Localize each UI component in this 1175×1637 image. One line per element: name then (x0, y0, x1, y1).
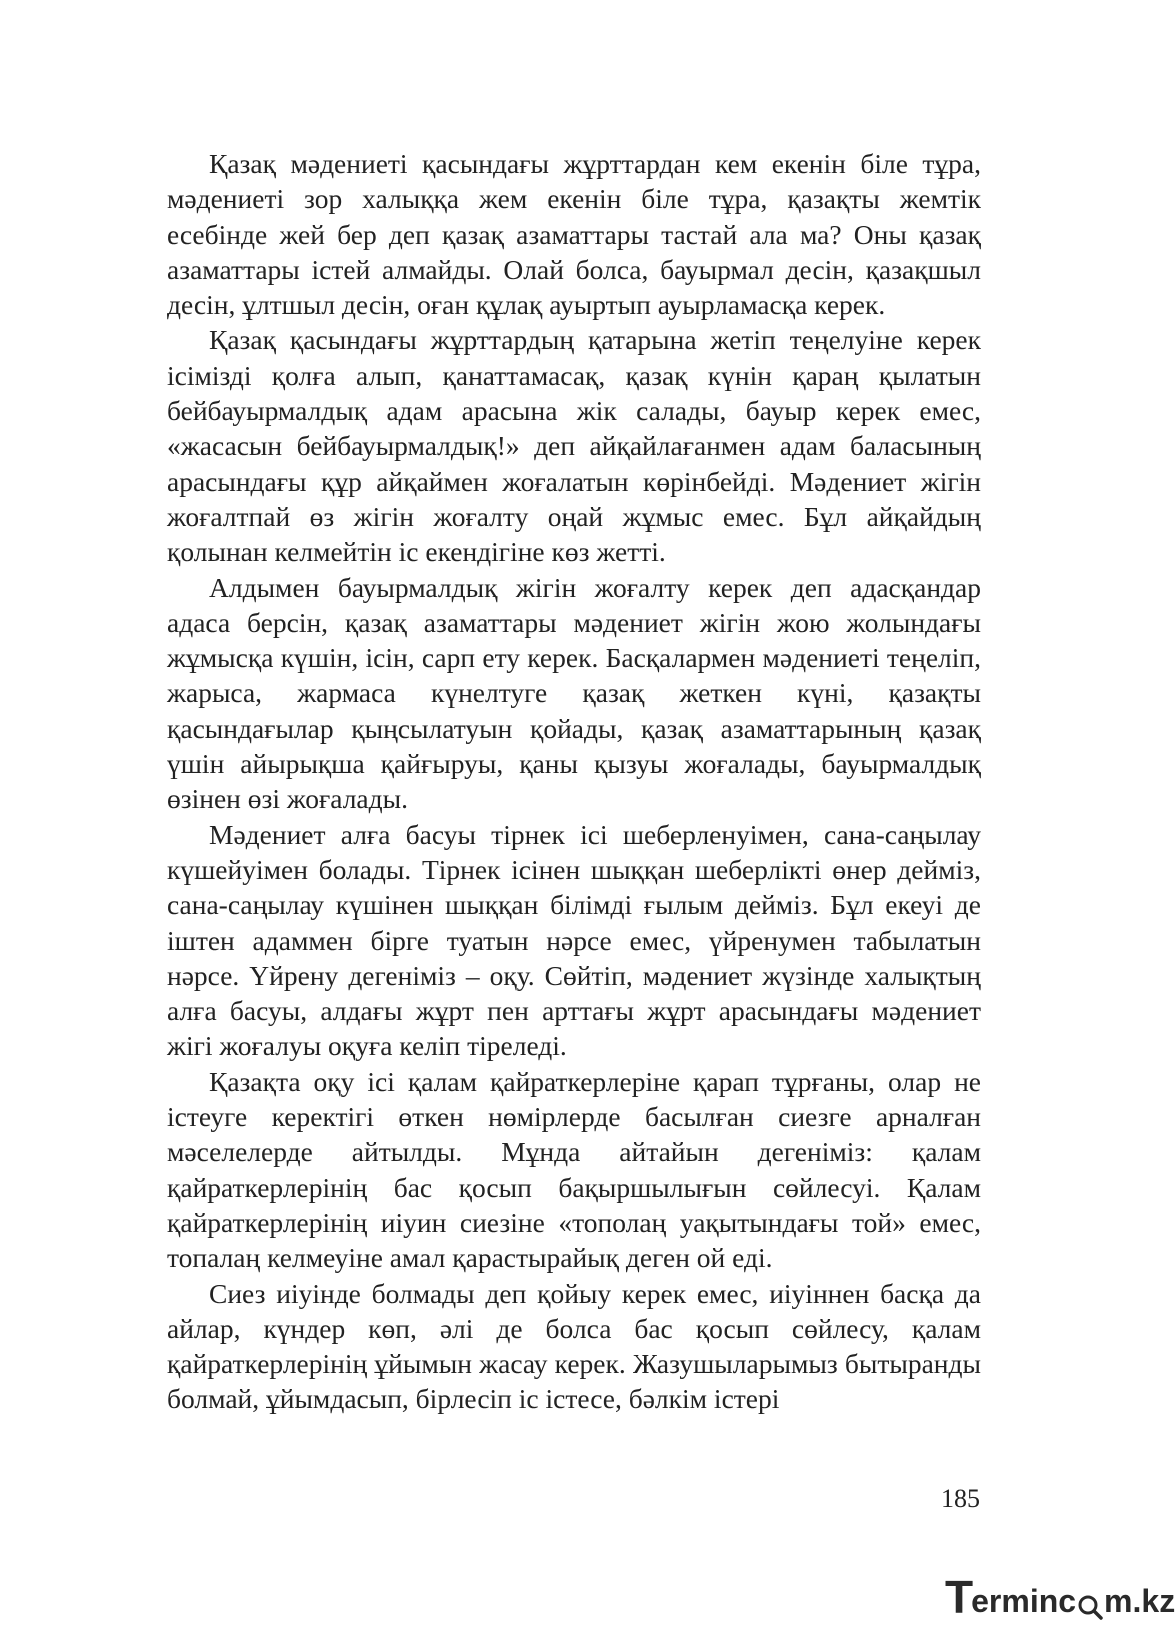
watermark-text-end: m.kz (1104, 1583, 1175, 1619)
paragraph-6: Сиез иіуінде болмады деп қойыу керек емес, иіуіннен басқа да айлар, күндер көп, әлі де болса бас қосып сөйлесу, қалам қайраткерлерінің ұйымын жасау керек. Жазушыларымыз бытыранды болмай, ұйымдасып, бірлесіп іс істесе, бәлкім істері (167, 1277, 981, 1415)
page-number: 185 (941, 1484, 980, 1513)
paragraph-3: Алдымен бауырмалдық жігін жоғалту керек деп адасқандар адаса берсін, қазақ азаматтары мәдениет жігін жою жолындағы жұмысқа күшін, ісін, сарп ету керек. Басқалармен мәдениеті теңеліп, жарыса, жармаса күнелтуге қазақ жеткен күні, қазақты қасындағылар қыңсылатуын қойады, қазақ азаматтарының қазақ үшін айырықша қайғыруы, қаны қызуы жоғалады, бауырмалдық өзінен өзі жоғалады. (167, 571, 981, 815)
paragraph-5: Қазақта оқу ісі қалам қайраткерлеріне қарап тұрғаны, олар не істеуге керектігі өткен нөмірлерде басылған сиезге арналған мәселелерде айтылды. Мұнда айтайын дегеніміз: қалам қайраткерлерінің бас қосып бақыршылығын сөйлесуі. Қалам қайраткерлерінің иіуин сиезіне «тополаң уақытындағы той» емес, топалаң келмеуіне амал қарастырайық деген ой еді. (167, 1065, 981, 1274)
body-text (167, 146, 981, 1417)
paragraph-1: Қазақ мәдениеті қасындағы жұрттардан кем екенін біле тұра, мәдениеті зор халыққа жем екенін біле тұра, қазақты жемтік есебінде жей бер деп қазақ азаматтары тастай ала ма? Оны қазақ азаматтары істей алмайды. Олай болса, бауырмал десін, қазақшыл десін, ұлтшыл десін, оған құлақ ауыртып ауырламасқа керек. (167, 148, 981, 321)
watermark-initial: T (945, 1571, 974, 1623)
watermark-text-start: erminc (971, 1583, 1077, 1619)
paragraph-2: Қазақ қасындағы жұрттардың қатарына жетіп теңелуіне керек ісімізді қолға алып, қанаттамасақ, қазақ күнін қараң қылатын бейбауырмалдық адам арасына жік салады, бауыр керек емес, «жасасын бейбауырмалдық!» деп айқайлағанмен адам баласының арасындағы құр айқаймен жоғалатын көрінбейді. Мәдениет жігін жоғалтпай өз жігін жоғалту оңай жұмыс емес. Бұл айқайдың қолынан келмейтін іс екендігіне көз жетті. (167, 324, 981, 568)
magnifier-icon (1077, 1591, 1103, 1617)
paragraph-4: Мәдениет алға басуы тірнек ісі шеберленуімен, сана-саңылау күшейуімен болады. Тірнек ісінен шыққан шеберлікті өнер дейміз, сана-саңылау күшінен шыққан білімді ғылым дейміз. Бұл екеуі де іштен адаммен бірге туатын нәрсе емес, үйренумен табылатын нәрсе. Үйрену дегеніміз – оқу. Сөйтіп, мәдениет жүзінде халықтың алға басуы, алдағы жұрт пен арттағы жұрт арасындағы мәдениет жігі жоғалуы оқуға келіп тіреледі. (167, 818, 981, 1062)
site-watermark (945, 1571, 1175, 1623)
